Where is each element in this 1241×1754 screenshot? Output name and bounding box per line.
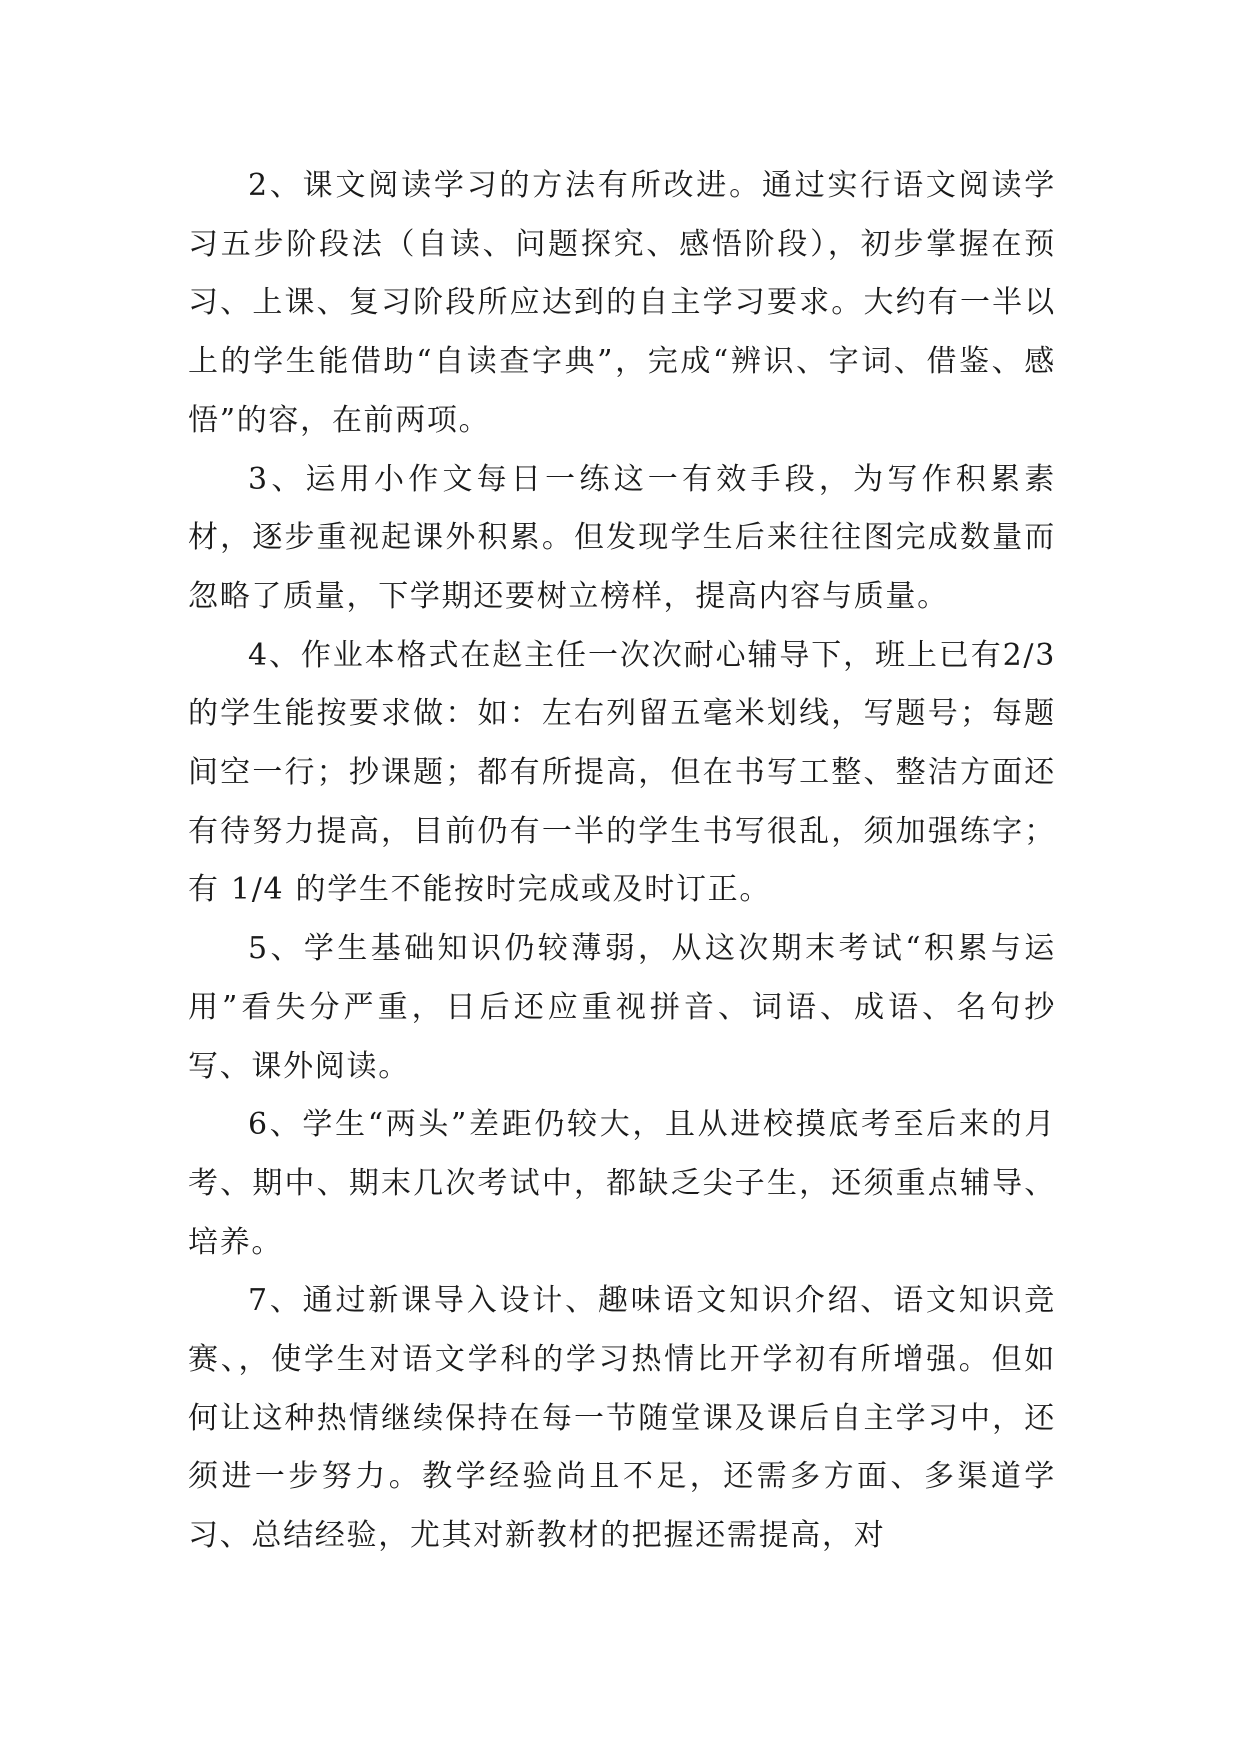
paragraph-6: 6、学生“两头”差距仍较大，且从进校摸底考至后来的月考、期中、期末几次考试中，都缺乏尖子生，还须重点辅导、培养。 bbox=[188, 1107, 1056, 1260]
paragraph-3: 3、运用小作文每日一练这一有效手段，为写作积累素材，逐步重视起课外积累。但发现学生后来往往图完成数量而忽略了质量，下学期还要树立榜样，提高内容与质量。 bbox=[188, 461, 1056, 614]
paragraph-5: 5、学生基础知识仍较薄弱，从这次期末考试“积累与运用”看失分严重，日后还应重视拼音、词语、成语、名句抄写、课外阅读。 bbox=[188, 931, 1056, 1084]
paragraph-4: 4、作业本格式在赵主任一次次耐心辅导下，班上已有2/3 的学生能按要求做：如：左右列留五毫米划线，写题号；每题间空一行；抄课题；都有所提高，但在书写工整、整洁方面还有待努力提高，目前仍有一半的学生书写很乱，须加强练字；有 1/4 的学生不能按时完成或及时订正。 bbox=[188, 637, 1056, 908]
document-body bbox=[188, 157, 1056, 1566]
paragraph-2: 2、课文阅读学习的方法有所改进。通过实行语文阅读学习五步阶段法（自读、问题探究、感悟阶段），初步掌握在预习、上课、复习阶段所应达到的自主学习要求。大约有一半以上的学生能借助“自读查字典”，完成“辨识、字词、借鉴、感悟”的容，在前两项。 bbox=[188, 168, 1056, 438]
paragraph-7: 7、通过新课导入设计、趣味语文知识介绍、语文知识竞赛、，使学生对语文学科的学习热情比开学初有所增强。但如何让这种热情继续保持在每一节随堂课及课后自主学习中，还须进一步努力。教学经验尚且不足，还需多方面、多渠道学习、总结经验，尤其对新教材的把握还需提高，对 bbox=[188, 1283, 1056, 1554]
